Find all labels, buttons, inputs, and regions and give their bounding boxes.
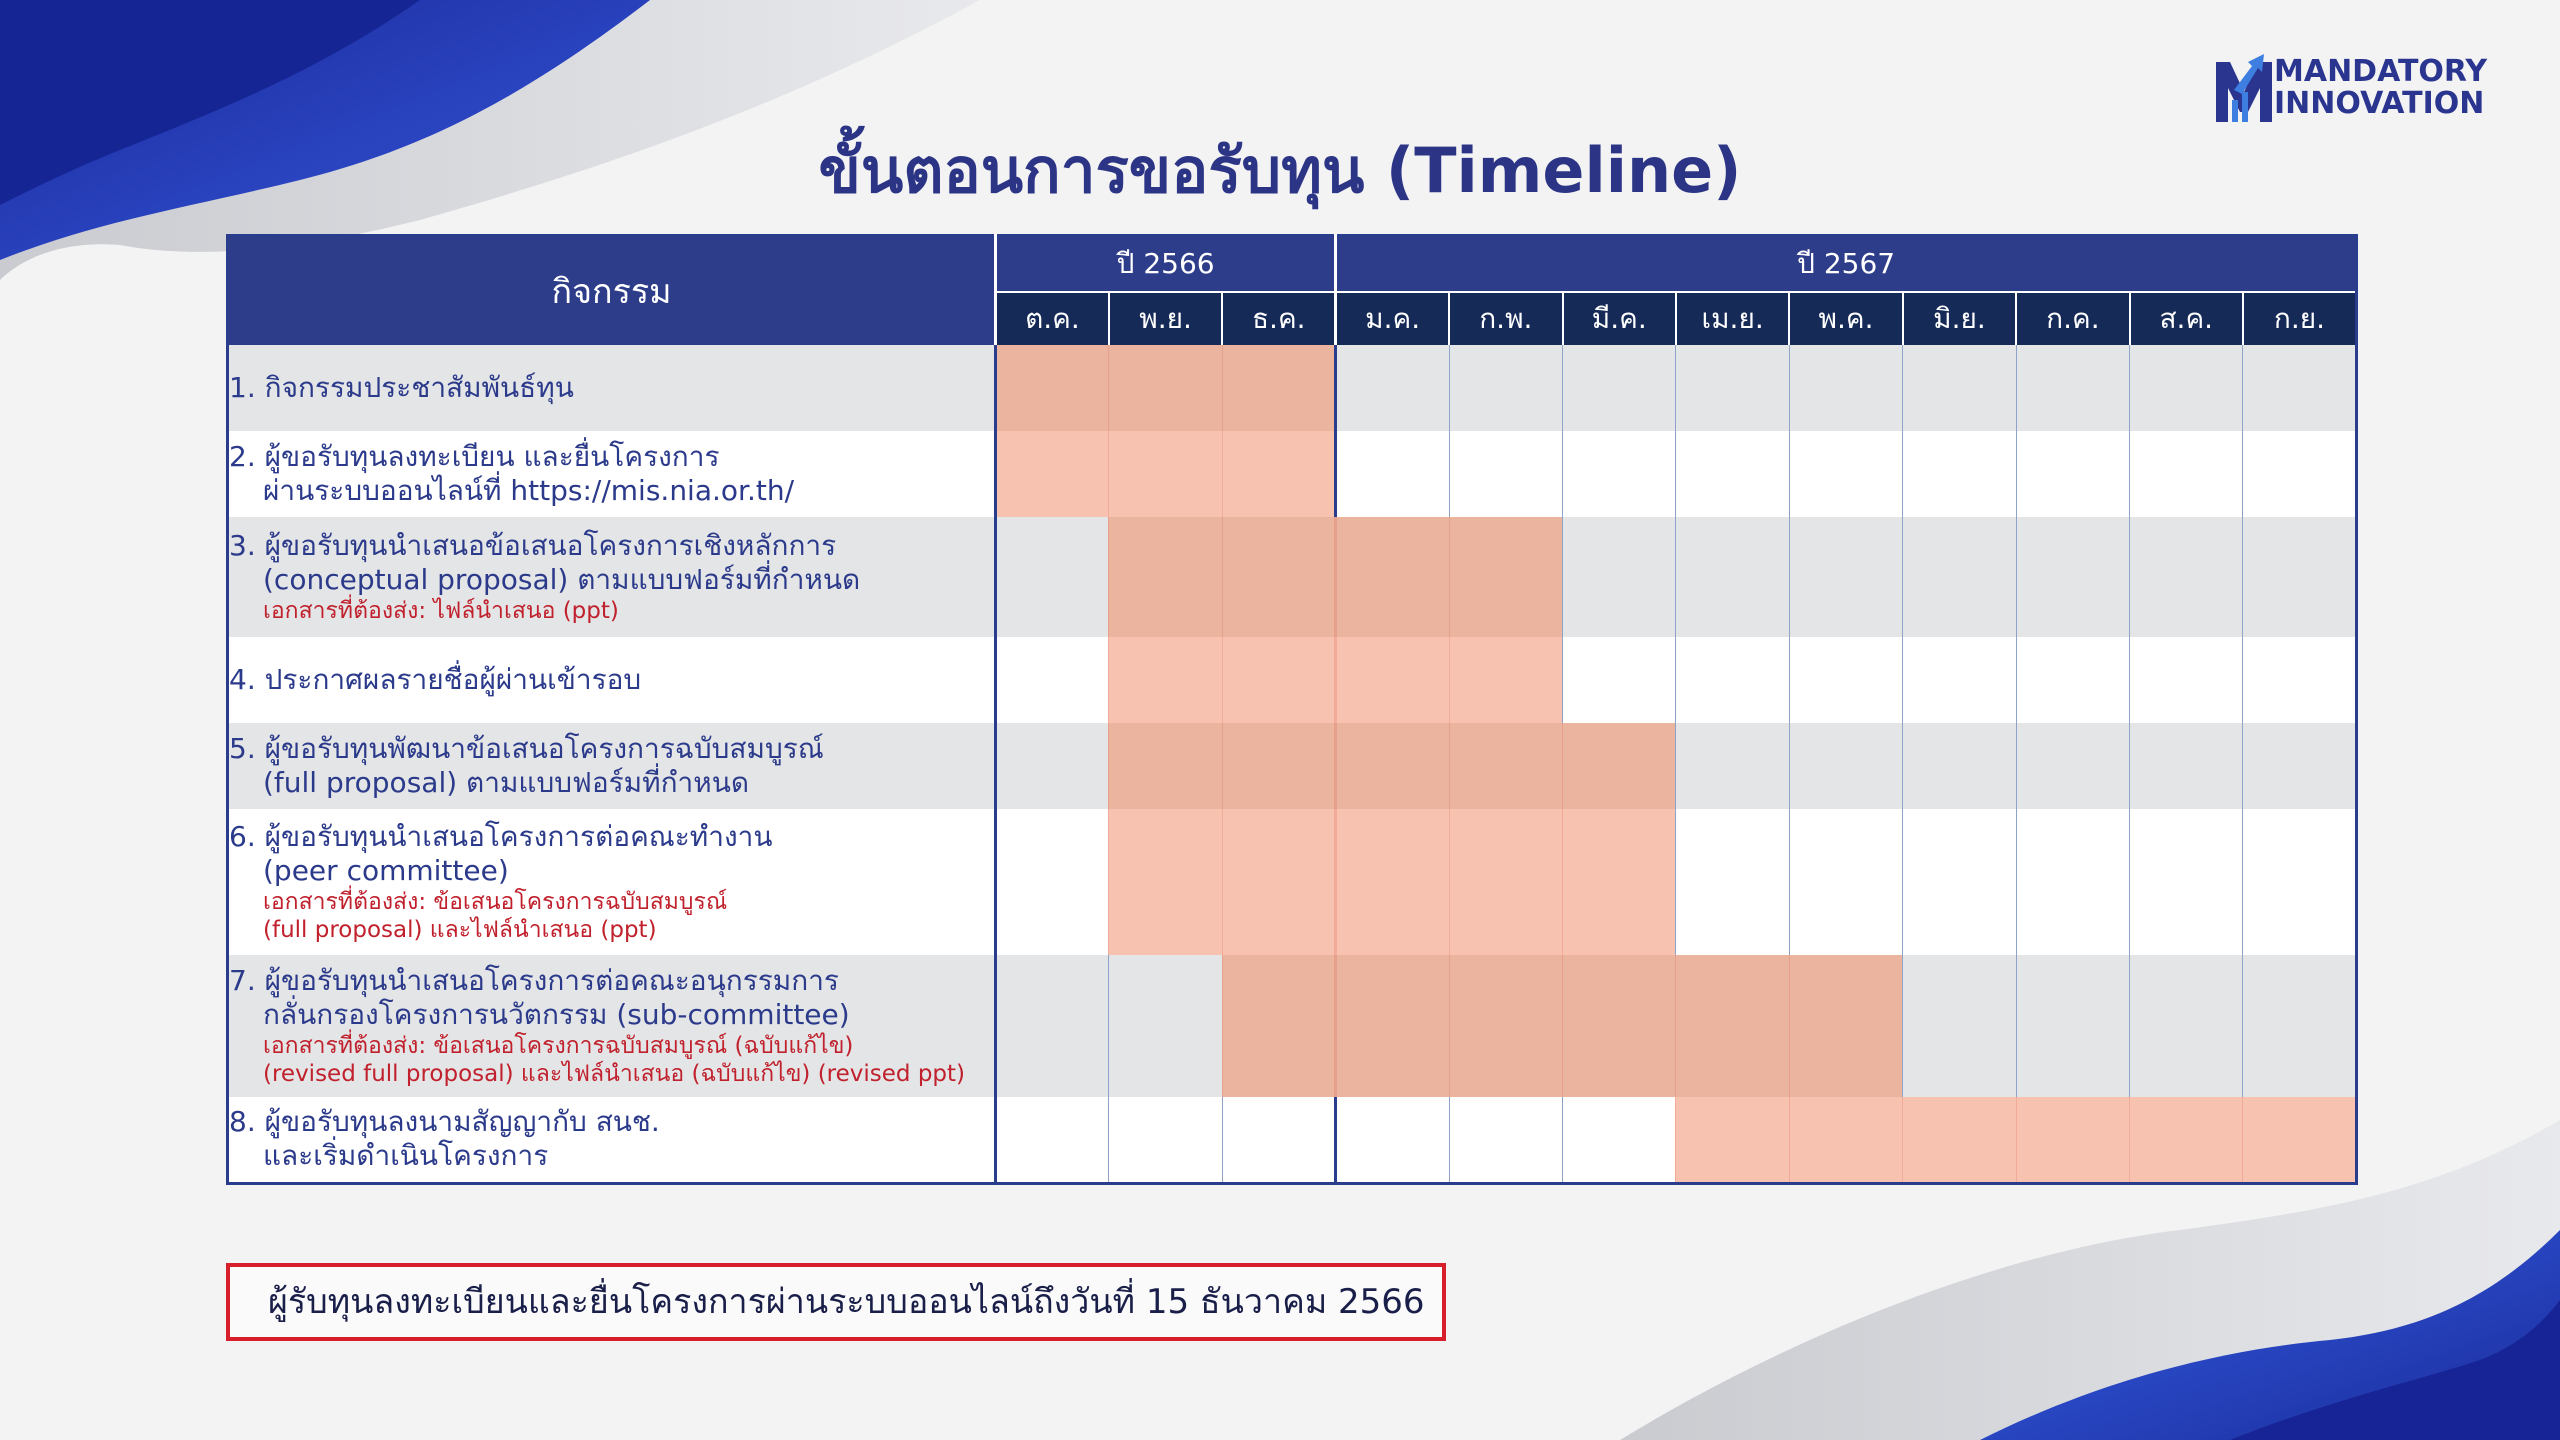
timeline-row	[228, 431, 2357, 517]
timeline-cell	[1903, 723, 2016, 809]
timeline-cell	[1449, 1097, 1562, 1183]
timeline-cell	[2130, 517, 2243, 637]
year-header-2566: ปี 2566	[996, 236, 1336, 293]
timeline-bar-cell	[1222, 637, 1335, 723]
timeline-cell	[1563, 431, 1676, 517]
timeline-bar-cell	[1676, 955, 1789, 1097]
timeline-cell	[996, 955, 1109, 1097]
timeline-bar-cell	[1903, 1097, 2016, 1183]
timeline-body	[228, 345, 2357, 1183]
activity-cell	[228, 517, 996, 637]
timeline-bar-cell	[2130, 1097, 2243, 1183]
timeline-bar-cell	[1222, 723, 1335, 809]
timeline-cell	[2130, 955, 2243, 1097]
timeline-bar-cell	[1449, 955, 1562, 1097]
month-header: ก.ค.	[2016, 292, 2129, 345]
timeline-row	[228, 1097, 2357, 1183]
timeline-cell	[996, 809, 1109, 955]
timeline-cell	[1109, 955, 1222, 1097]
mandatory-innovation-logo	[2212, 40, 2488, 130]
timeline-cell	[1563, 517, 1676, 637]
timeline-row	[228, 517, 2357, 637]
timeline-cell	[1676, 723, 1789, 809]
timeline-bar-cell	[1563, 723, 1676, 809]
timeline-cell	[2016, 517, 2129, 637]
activity-cell	[228, 637, 996, 723]
timeline-cell	[1563, 345, 1676, 431]
activity-detail: กลั่นกรองโครงการนวัตกรรม (sub-committee)	[263, 998, 850, 1031]
activity-title: 2. ผู้ขอรับทุนลงทะเบียน และยื่นโครงการ	[229, 440, 720, 473]
timeline-table	[226, 234, 2358, 1185]
activity-detail: (conceptual proposal) ตามแบบฟอร์มที่กำหนด	[263, 563, 861, 596]
timeline-bar-cell	[1222, 431, 1335, 517]
timeline-cell	[2243, 345, 2357, 431]
timeline-row	[228, 955, 2357, 1097]
required-documents: เอกสารที่ต้องส่ง: ไฟล์นำเสนอ (ppt)	[263, 598, 619, 624]
timeline-cell	[2016, 955, 2129, 1097]
activity-cell	[228, 345, 996, 431]
activity-title: 7. ผู้ขอรับทุนนำเสนอโครงการต่อคณะอนุกรรมการ	[229, 964, 839, 997]
timeline-bar-cell	[1222, 809, 1335, 955]
required-documents: เอกสารที่ต้องส่ง: ข้อเสนอโครงการฉบับสมบูรณ์	[263, 889, 728, 915]
timeline-cell	[1676, 345, 1789, 431]
timeline-cell	[1222, 1097, 1335, 1183]
month-header: ก.ย.	[2243, 292, 2357, 345]
timeline-bar-cell	[1336, 809, 1449, 955]
timeline-cell	[1789, 637, 1902, 723]
timeline-cell	[2243, 431, 2357, 517]
timeline-cell	[1789, 345, 1902, 431]
timeline-bar-cell	[1449, 517, 1562, 637]
timeline-cell	[1903, 955, 2016, 1097]
timeline-bar-cell	[1789, 955, 1902, 1097]
timeline-bar-cell	[1336, 723, 1449, 809]
timeline-cell	[996, 517, 1109, 637]
activity-cell	[228, 431, 996, 517]
timeline-bar-cell	[1336, 637, 1449, 723]
timeline-cell	[2130, 723, 2243, 809]
deadline-note: ผู้รับทุนลงทะเบียนและยื่นโครงการผ่านระบบออนไลน์ถึงวันที่ 15 ธันวาคม 2566	[226, 1263, 1446, 1341]
timeline-bar-cell	[1222, 345, 1335, 431]
timeline-cell	[2130, 637, 2243, 723]
timeline-bar-cell	[1789, 1097, 1902, 1183]
activity-detail: และเริ่มดำเนินโครงการ	[263, 1139, 549, 1173]
timeline-cell	[2130, 431, 2243, 517]
month-header: มี.ค.	[1563, 292, 1676, 345]
timeline-bar-cell	[1222, 955, 1335, 1097]
activity-cell	[228, 955, 996, 1097]
month-header: ส.ค.	[2130, 292, 2243, 345]
timeline-cell	[2243, 517, 2357, 637]
timeline-cell	[1676, 637, 1789, 723]
timeline-cell	[1563, 1097, 1676, 1183]
timeline-cell	[2016, 637, 2129, 723]
timeline-bar-cell	[1222, 517, 1335, 637]
timeline-cell	[1676, 809, 1789, 955]
month-header: เม.ย.	[1676, 292, 1789, 345]
timeline-cell	[1903, 637, 2016, 723]
activity-detail: (peer committee)	[263, 854, 509, 887]
year-header-2567: ปี 2567	[1336, 236, 2357, 293]
timeline-cell	[2243, 955, 2357, 1097]
timeline-cell	[1449, 345, 1562, 431]
activity-title: 5. ผู้ขอรับทุนพัฒนาข้อเสนอโครงการฉบับสมบูรณ์	[229, 732, 824, 765]
timeline-cell	[1789, 517, 1902, 637]
timeline-cell	[2130, 345, 2243, 431]
timeline-row	[228, 637, 2357, 723]
timeline-cell	[1676, 517, 1789, 637]
timeline-bar-cell	[1336, 955, 1449, 1097]
timeline-cell	[2016, 723, 2129, 809]
timeline-cell	[996, 723, 1109, 809]
timeline-cell	[2016, 809, 2129, 955]
timeline-bar-cell	[1449, 637, 1562, 723]
timeline-cell	[1109, 1097, 1222, 1183]
month-header: พ.ย.	[1109, 292, 1222, 345]
timeline-cell	[2130, 809, 2243, 955]
timeline-bar-cell	[1109, 723, 1222, 809]
timeline-row	[228, 345, 2357, 431]
timeline-cell	[2243, 723, 2357, 809]
timeline-bar-cell	[1449, 723, 1562, 809]
timeline-cell	[1563, 637, 1676, 723]
timeline-cell	[1336, 431, 1449, 517]
activity-header: กิจกรรม	[228, 236, 996, 346]
timeline-cell	[1903, 431, 2016, 517]
activity-title: 6. ผู้ขอรับทุนนำเสนอโครงการต่อคณะทำงาน	[229, 820, 773, 853]
month-header: พ.ค.	[1789, 292, 1902, 345]
activity-cell	[228, 809, 996, 955]
timeline-bar-cell	[2016, 1097, 2129, 1183]
timeline-bar-cell	[1676, 1097, 1789, 1183]
timeline-cell	[996, 1097, 1109, 1183]
activity-title: 1. กิจกรรมประชาสัมพันธ์ทุน	[229, 371, 574, 404]
timeline-cell	[1903, 345, 2016, 431]
timeline-row	[228, 723, 2357, 809]
timeline-cell	[1789, 809, 1902, 955]
timeline-bar-cell	[996, 431, 1109, 517]
page-title: ขั้นตอนการขอรับทุน (Timeline)	[818, 134, 1742, 207]
rising-arrow-m-logo-icon	[2212, 40, 2276, 126]
timeline-bar-cell	[1109, 431, 1222, 517]
timeline-cell	[2016, 345, 2129, 431]
timeline-cell	[1336, 345, 1449, 431]
activity-detail: (full proposal) ตามแบบฟอร์มที่กำหนด	[263, 766, 750, 799]
activity-cell	[228, 1097, 996, 1183]
timeline-bar-cell	[2243, 1097, 2357, 1183]
activity-cell	[228, 723, 996, 809]
required-documents: เอกสารที่ต้องส่ง: ข้อเสนอโครงการฉบับสมบูรณ์ (ฉบับแก้ไข)	[263, 1033, 854, 1059]
timeline-row	[228, 809, 2357, 955]
timeline-bar-cell	[1563, 809, 1676, 955]
logo-line1: MANDATORY	[2274, 54, 2488, 89]
timeline-cell	[1449, 431, 1562, 517]
timeline-bar-cell	[1336, 517, 1449, 637]
activity-title: 3. ผู้ขอรับทุนนำเสนอข้อเสนอโครงการเชิงหลักการ	[229, 529, 837, 562]
month-header: ก.พ.	[1449, 292, 1562, 345]
timeline-cell	[1903, 517, 2016, 637]
timeline-cell	[2016, 431, 2129, 517]
month-header: ต.ค.	[996, 292, 1109, 345]
timeline-bar-cell	[1109, 517, 1222, 637]
timeline-cell	[2243, 637, 2357, 723]
timeline-cell	[996, 637, 1109, 723]
activity-detail: ผ่านระบบออนไลน์ที่ https://mis.nia.or.th/	[263, 474, 795, 507]
required-documents: (revised full proposal) และไฟล์นำเสนอ (ฉบับแก้ไข) (revised ppt)	[263, 1061, 966, 1087]
timeline-bar-cell	[1109, 637, 1222, 723]
month-header: ม.ค.	[1336, 292, 1449, 345]
timeline-bar-cell	[1109, 809, 1222, 955]
timeline-bar-cell	[1109, 345, 1222, 431]
timeline-cell	[1903, 809, 2016, 955]
timeline-bar-cell	[1563, 955, 1676, 1097]
timeline-cell	[2243, 809, 2357, 955]
logo-line2: INNOVATION	[2274, 86, 2485, 121]
timeline-cell	[1336, 1097, 1449, 1183]
timeline-cell	[1789, 431, 1902, 517]
timeline-bar-cell	[1449, 809, 1562, 955]
timeline-cell	[1789, 723, 1902, 809]
activity-title: 8. ผู้ขอรับทุนลงนามสัญญากับ สนช.	[229, 1105, 660, 1139]
month-header: ธ.ค.	[1222, 292, 1335, 345]
month-header: มิ.ย.	[1903, 292, 2016, 345]
timeline-bar-cell	[996, 345, 1109, 431]
required-documents: (full proposal) และไฟล์นำเสนอ (ppt)	[263, 917, 657, 943]
activity-title: 4. ประกาศผลรายชื่อผู้ผ่านเข้ารอบ	[229, 663, 642, 696]
timeline-cell	[1676, 431, 1789, 517]
